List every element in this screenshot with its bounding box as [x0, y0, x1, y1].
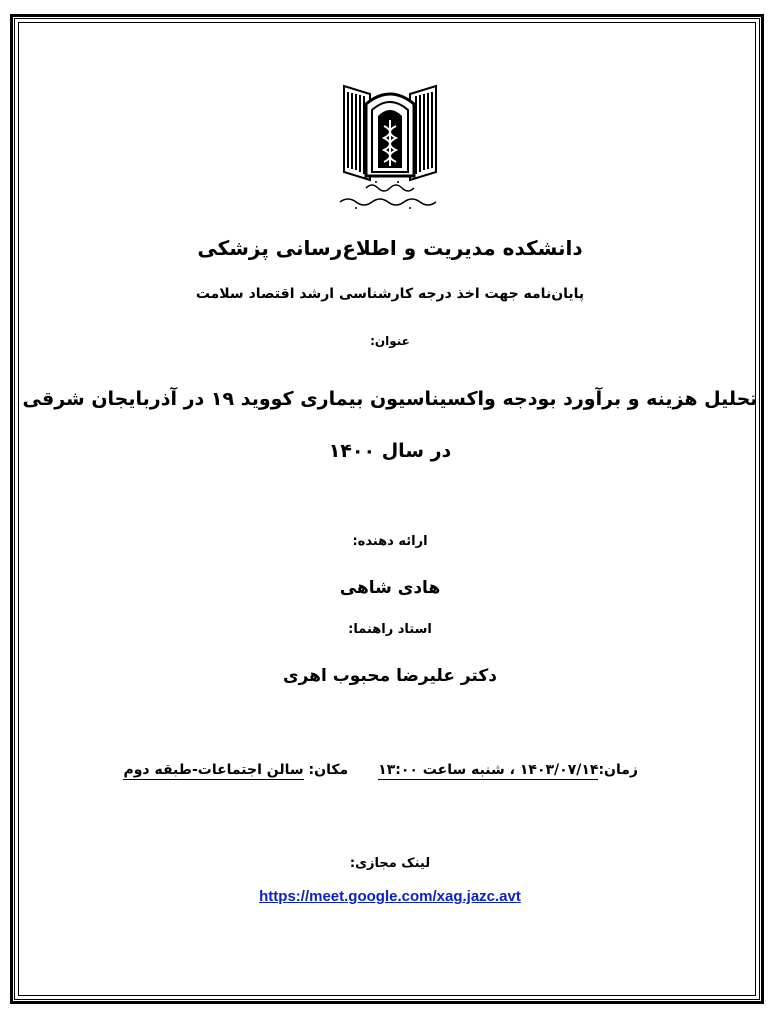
time-label: زمان:	[598, 762, 638, 778]
university-logo	[326, 80, 454, 214]
virtual-link-container	[0, 888, 780, 905]
advisor-name: دکتر علیرضا محبوب اهری	[283, 666, 497, 686]
presenter-label: ارائه دهنده:	[352, 534, 428, 549]
virtual-link-label: لینک مجازی:	[349, 856, 431, 871]
time-value: ۱۴۰۳/۰۷/۱۴ ، شنبه ساعت ۱۳:۰۰	[378, 762, 599, 778]
advisor-label: استاد راهنما:	[348, 622, 432, 637]
thesis-title-line2: در سال ۱۴۰۰	[328, 440, 452, 462]
place-value: سالن اجتماعات-طبقه دوم	[123, 762, 304, 778]
virtual-meeting-link[interactable]: https://meet.google.com/xag.jazc.avt	[259, 888, 521, 905]
title-label: عنوان:	[370, 334, 410, 348]
schedule-line	[123, 762, 638, 778]
thesis-title-line1: تحلیل هزینه و برآورد بودجه واکسیناسیون بیماری کووید ۱۹ در آذربایجان شرقی	[22, 388, 758, 410]
place-label: مکان:	[308, 762, 349, 778]
faculty-name: دانشکده مدیریت و اطلاع‌رسانی پزشکی	[197, 236, 583, 260]
presenter-name: هادی شاهی	[339, 578, 441, 598]
degree-description: پایان‌نامه جهت اخذ درجه کارشناسی ارشد اقتصاد سلامت	[195, 286, 585, 302]
